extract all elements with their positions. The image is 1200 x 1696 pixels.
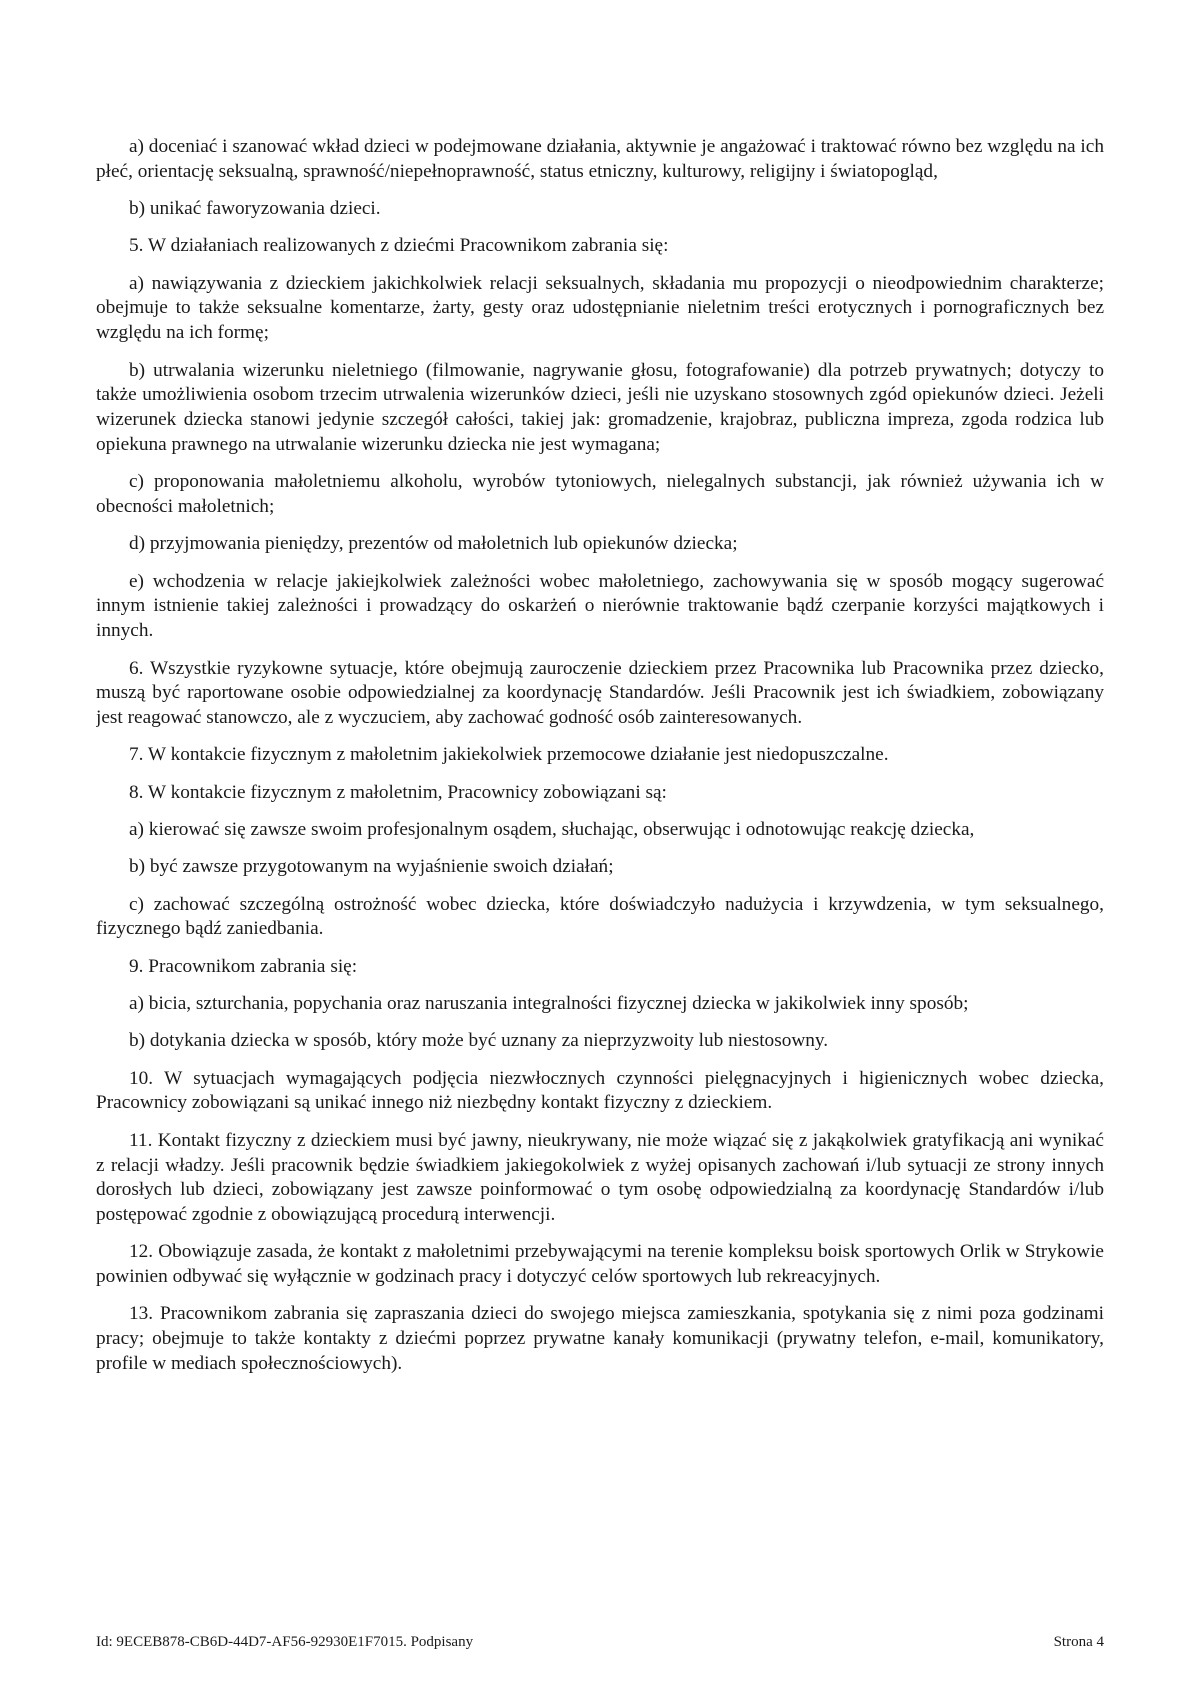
paragraph-b-favoritism: b) unikać faworyzowania dzieci. xyxy=(129,198,381,220)
paragraph-7-physical-violence: 7. W kontakcie fizycznym z małoletnim jakiekolwiek przemocowe działanie jest niedopuszczalne. xyxy=(129,744,889,766)
paragraph-5e-dependency: e) wchodzenia w relacje jakiejkolwiek zależności wobec małoletniego, zachowywania się w sposób mogący sugerować innym istnienie takiej zależności i prowadzący do oskarżeń o nierównie traktowanie bądź czerpanie korzyści majątkowych i innych. xyxy=(96,570,1104,642)
paragraph-5b-image-recording: b) utrwalania wizerunku nieletniego (filmowanie, nagrywanie głosu, fotografowanie) dla potrzeb prywatnych; dotyczy to także umożliwienia osobom trzecim utrwalenia wizerunków dzieci, jeśli nie uzyskano stosownych zgód opiekunów dzieci. Jeżeli wizerunek dziecka stanowi jedynie szczegół całości, takiej jak: gromadzenie, krajobraz, publiczna impreza, zgoda rodzica lub opiekuna prawnego na utrwalanie wizerunku dziecka nie jest wymagana; xyxy=(96,359,1104,455)
paragraph-8-physical-contact: 8. W kontakcie fizycznym z małoletnim, Pracownicy zobowiązani są: xyxy=(129,781,667,803)
paragraph-5d-gifts: d) przyjmowania pieniędzy, prezentów od małoletnich lub opiekunów dziecka; xyxy=(129,533,738,555)
paragraph-9b-touching: b) dotykania dziecka w sposób, który może być uznany za nieprzyzwoity lub niestosowny. xyxy=(129,1030,829,1052)
paragraph-10-care-activities: 10. W sytuacjach wymagających podjęcia niezwłocznych czynności pielęgnacyjnych i higienicznych wobec dziecka, Pracownicy zobowiązani są unikać innego niż niezbędny kontakt fizyczny z dzieckiem. xyxy=(96,1067,1104,1114)
paragraph-8b-explanation: b) być zawsze przygotowanym na wyjaśnienie swoich działań; xyxy=(129,856,614,878)
paragraph-5a-sexual-relations: a) nawiązywania z dzieckiem jakichkolwiek relacji seksualnych, składania mu propozycji o nieodpowiednim charakterze; obejmuje to także seksualne komentarze, żarty, gesty oraz udostępnianie nieletnim treści erotycznych i pornograficznych bez względu na ich formę; xyxy=(96,272,1104,344)
paragraph-6-risky-situations: 6. Wszystkie ryzykowne sytuacje, które obejmują zauroczenie dzieckiem przez Pracownika lub Pracownika przez dziecko, muszą być raportowane osobie odpowiedzialnej za koordynację Standardów. Jeśli Pracownik jest ich świadkiem, zobowiązany jest reagować stanowczo, ale z wyczuciem, aby zachować godność osób zainteresowanych. xyxy=(96,657,1104,729)
document-id: Id: 9ECEB878-CB6D-44D7-AF56-92930E1F7015. Podpisany xyxy=(96,1634,474,1650)
page-number: Strona 4 xyxy=(1053,1634,1104,1650)
paragraph-8a-judgement: a) kierować się zawsze swoim profesjonalnym osądem, słuchając, obserwując i odnotowując reakcję dziecka, xyxy=(129,819,975,841)
paragraph-9-prohibitions: 9. Pracownikom zabrania się: xyxy=(129,955,358,977)
document-body xyxy=(96,135,1104,1575)
paragraph-5-prohibitions: 5. W działaniach realizowanych z dziećmi Pracownikom zabrania się: xyxy=(129,235,669,257)
paragraph-5c-alcohol: c) proponowania małoletniemu alkoholu, wyrobów tytoniowych, nielegalnych substancji, jak również używania ich w obecności małoletnich; xyxy=(96,471,1104,518)
paragraph-11-open-contact: 11. Kontakt fizyczny z dzieckiem musi być jawny, nieukrywany, nie może wiązać się z jakąkolwiek gratyfikacją ani wynikać z relacji władzy. Jeśli pracownik będzie świadkiem jakiegokolwiek z wyżej opisanych zachowań i/lub sytuacji ze strony innych dorosłych lub dzieci, zobowiązany jest zawsze poinformować o tym osobę odpowiedzialną za koordynację Standardów i/lub postępować zgodnie z obowiązującą procedurą interwencji. xyxy=(96,1129,1104,1226)
paragraph-8c-caution: c) zachować szczególną ostrożność wobec dziecka, które doświadczyło nadużycia i krzywdzenia, w tym seksualnego, fizycznego bądź zaniedbania. xyxy=(96,893,1104,940)
paragraph-a-appreciate: a) doceniać i szanować wkład dzieci w podejmowane działania, aktywnie je angażować i traktować równo bez względu na ich płeć, orientację seksualną, sprawność/niepełnoprawność, status etniczny, kulturowy, religijny i światopogląd, xyxy=(96,136,1104,182)
page-footer xyxy=(96,1632,1104,1656)
paragraph-13-private-contact: 13. Pracownikom zabrania się zapraszania dzieci do swojego miejsca zamieszkania, spotykania się z nimi poza godzinami pracy; obejmuje to także kontakty z dziećmi poprzez prywatne kanały komunikacji (prywatny telefon, e-mail, komunikatory, profile w mediach społecznościowych). xyxy=(96,1303,1104,1375)
paragraph-9a-hitting: a) bicia, szturchania, popychania oraz naruszania integralności fizycznej dziecka w jakikolwiek inny sposób; xyxy=(129,993,969,1015)
paragraph-12-working-hours: 12. Obowiązuje zasada, że kontakt z małoletnimi przebywającymi na terenie kompleksu boisk sportowych Orlik w Strykowie powinien odbywać się wyłącznie w godzinach pracy i dotyczyć celów sportowych lub rekreacyjnych. xyxy=(96,1241,1104,1288)
